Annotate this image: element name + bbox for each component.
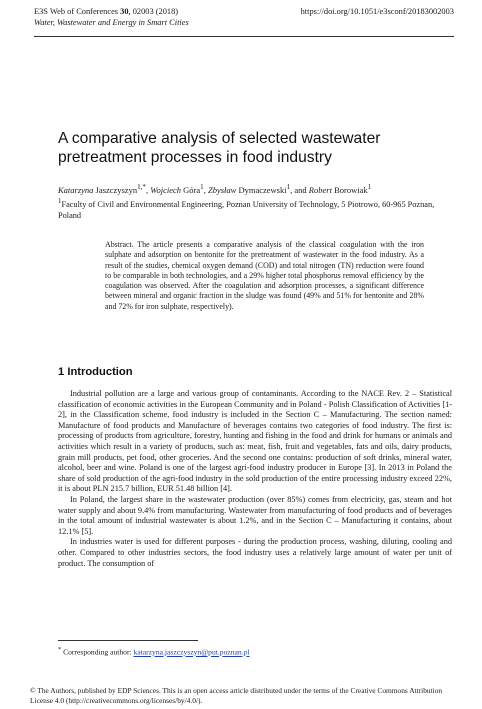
paragraph: In industries water is used for different purposes - during the production process, washing, diluting, cooling and other. Compared to other industries sectors, the food industry uses a relatively large amount of water per unit of product. The consumption of <box>58 537 452 568</box>
journal-name: Water, Wastewater and Energy in Smart Cities <box>34 18 189 27</box>
abstract-text: The article presents a comparative analysis of the classical coagulation with the iron sulphate and adsorption on bentonite for the pretreatment of wastewater in the food industry. As a result of the studies, chemical oxygen demand (COD) and total nitrogen (TN) reduction were found to be comparable in both technologies, and a 29% higher total phosphorus removal efficiency by the coagulation was observed. After the coagulation and adsorption processes, a significant difference between mineral and organic fraction in the sludge was found (49% and 51% for bentonite and 28% and 72% for iron sulphate, respectively). <box>105 240 424 311</box>
page-header <box>34 6 454 28</box>
footnote: * Corresponding author: katarzyna.jaszczyszyn@put.poznan.pl <box>58 646 250 657</box>
doi-link[interactable]: https://doi.org/10.1051/e3sconf/20183002003 <box>300 7 454 16</box>
affiliation: $^1$Faculty of Civil and Environmental Engineering, Poznan University of Technology, 5 Piotrowo, 60-965 Poznan, Poland <box>58 198 435 220</box>
author-list <box>58 182 452 196</box>
abstract-label: Abstract. <box>105 240 134 249</box>
header-rule <box>34 36 454 37</box>
body-text <box>58 389 452 569</box>
corresponding-email-link[interactable]: katarzyna.jaszczyszyn@put.poznan.pl <box>133 647 250 657</box>
author: Zbysław Dymaczewski$^1$, and <box>207 183 309 195</box>
section-heading: 1 Introduction <box>58 366 133 378</box>
license-notice: © The Authors, published by EDP Sciences. This is an open access article distributed under the terms of the Creative Commons Attribution License 4.0 (http://creativecommons.org/licenses/by/4.0/). <box>30 686 443 705</box>
paper-title: A comparative analysis of selected wastewater pretreatment processes in food industry <box>58 130 381 166</box>
footnote-rule <box>58 640 198 641</box>
citation: E3S Web of Conferences 30, 02003 (2018) <box>34 7 179 16</box>
author: Wojciech Góra$^1$, <box>150 183 208 195</box>
author: Robert Borowiak$^1$ <box>308 183 372 195</box>
author: Katarzyna Jaszczyszyn$^{1,*}$, <box>58 183 151 195</box>
paragraph: Industrial pollution are a large and various group of contaminants. According to the NACE Rev. 2 – Statistical classification of economic activities in the European Community and in Poland - Polish Classification of Activities [1-2], in the Classification scheme, food industry is included in the Section C – Manufacturing. The section named: Manufacture of food products and Manufacture of beverages contains two categories of food industry. The first is: processing of products from agriculture, forestry, hunting and fishing in the food and drink for humans or animals and activities which result in a variety of products, such as: meat, fish, fruit and vegetables, fats and oils, dairy products, grain mill products, pet food, other groceries. And the second one contains: production of soft drinks, mineral water, alcohol, beer and wine. Poland is one of the largest agri-food industry producer in Europe [3]. In 2013 in Poland the share of sold production of the agri-food industry in the sold production of the entire processing industry exceed 22%, it is about PLN 215.7 billion, EUR 51.48 billion [4]. <box>58 389 452 494</box>
paragraph: In Poland, the largest share in the wastewater production (over 85%) comes from electricity, gas, steam and hot water supply and about 9.4% from manufacturing. Wastewater from manufacturing of food products and of beverages in the total amount of industrial wastewater is about 1.2%, and in the Section C – Manufacturing it contains, about 12.1% [5]. <box>58 494 452 536</box>
abstract <box>105 240 424 312</box>
